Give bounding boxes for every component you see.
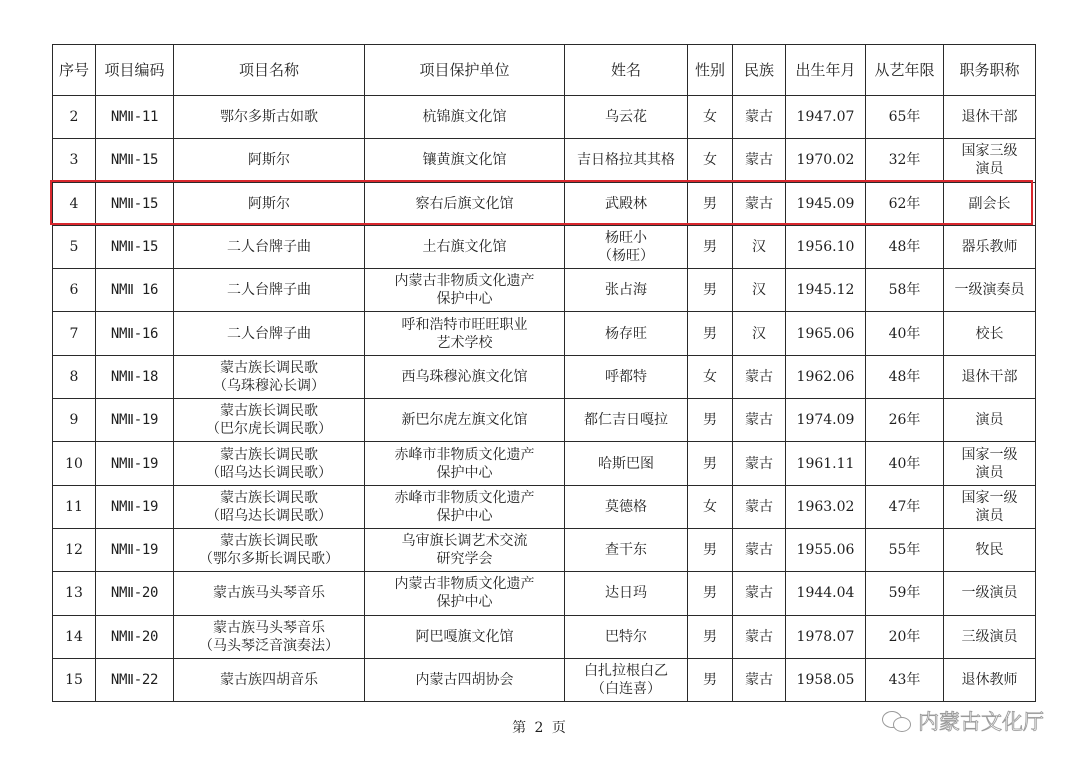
project-name-cell-line: 二人台牌子曲 [227,239,311,256]
person-name-cell-line: 武殿林 [605,195,647,212]
row-number-cell: 12 [53,528,96,571]
person-name-cell [565,225,688,268]
protection-unit-cell [365,355,565,398]
table-header-row [53,45,1036,96]
person-name-cell-line: （白连喜） [591,681,661,697]
watermark [882,706,1044,736]
protection-unit-cell-line: 保护中心 [436,291,493,308]
row-number-cell: 9 [53,399,96,442]
birth-date-cell: 1945.12 [786,269,866,312]
career-years-cell: 48年 [866,355,944,398]
job-title-cell-line: 退休干部 [961,109,1018,126]
project-code-cell: NMⅡ-20 [96,615,174,658]
project-name-cell [174,269,365,312]
gender-cell: 男 [688,312,733,355]
project-name-cell [174,485,365,528]
project-name-cell-line: （巴尔虎长调民歌） [206,421,332,438]
birth-date-cell: 1965.06 [786,312,866,355]
protection-unit-cell-line: 新巴尔虎左旗文化馆 [401,412,528,429]
protection-unit-cell [365,528,565,571]
person-name-cell-line: （杨旺） [598,248,654,265]
job-title-cell-line: 国家一级 [961,489,1018,506]
project-code-cell: NMⅡ-19 [96,399,174,442]
gender-cell: 男 [688,182,733,225]
ethnicity-cell: 蒙古 [733,485,786,528]
header-cell: 出生年月 [786,45,866,96]
gender-cell: 女 [688,96,733,139]
project-code-cell: NMⅡ-18 [96,355,174,398]
wechat-icon [882,709,912,733]
career-years-cell: 32年 [866,139,944,182]
protection-unit-cell [365,615,565,658]
row-number-cell: 10 [53,442,96,485]
header-cell: 性别 [688,45,733,96]
birth-date-cell: 1944.04 [786,572,866,615]
person-name-cell-line: 张占海 [605,282,647,299]
protection-unit-cell-line: 西乌珠穆沁旗文化馆 [401,368,528,385]
person-name-cell-line: 吉日格拉其其格 [577,152,675,169]
table-row [53,615,1036,658]
job-title-cell [944,658,1036,701]
ethnicity-cell: 蒙古 [733,355,786,398]
job-title-cell [944,572,1036,615]
career-years-cell: 62年 [866,182,944,225]
career-years-cell: 40年 [866,442,944,485]
person-name-cell-line: 杨存旺 [605,325,647,342]
career-years-cell: 40年 [866,312,944,355]
table-row [53,139,1036,182]
job-title-cell-line: 演员 [975,161,1004,178]
table-row [53,572,1036,615]
career-years-cell: 47年 [866,485,944,528]
header-cell: 项目编码 [96,45,174,96]
project-name-cell [174,139,365,182]
table-row [53,528,1036,571]
project-name-cell [174,355,365,398]
birth-date-cell: 1958.05 [786,658,866,701]
project-name-cell-line: 蒙古族长调民歌 [220,359,318,376]
person-name-cell-line: 白扎拉根白乙 [584,663,668,679]
job-title-cell [944,615,1036,658]
project-name-cell-line: 蒙古族长调民歌 [220,533,318,550]
table-row [53,269,1036,312]
project-name-cell-line: 蒙古族四胡音乐 [220,672,318,688]
table-row [53,96,1036,139]
project-name-cell-line: （马头琴泛音演奏法） [199,637,339,654]
project-name-cell-line: 蒙古族长调民歌 [220,403,318,420]
row-number-cell: 5 [53,225,96,268]
project-name-cell-line: 阿斯尔 [248,152,290,169]
row-number-cell: 2 [53,96,96,139]
gender-cell: 男 [688,399,733,442]
protection-unit-cell-line: 呼和浩特市旺旺职业 [401,316,528,333]
table-row [53,312,1036,355]
person-name-cell [565,399,688,442]
row-number-cell: 7 [53,312,96,355]
row-number-cell: 11 [53,485,96,528]
job-title-cell [944,399,1036,442]
job-title-cell [944,312,1036,355]
gender-cell: 女 [688,485,733,528]
job-title-cell [944,269,1036,312]
project-name-cell [174,572,365,615]
job-title-cell-line: 国家一级 [961,446,1018,463]
project-name-cell-line: （昭乌达长调民歌） [206,464,332,481]
protection-unit-cell-line: 镶黄旗文化馆 [422,152,507,169]
project-code-cell: NMⅡ-19 [96,485,174,528]
person-name-cell [565,182,688,225]
career-years-cell: 20年 [866,615,944,658]
row-number-cell: 4 [53,182,96,225]
person-name-cell [565,658,688,701]
ethnicity-cell: 蒙古 [733,182,786,225]
person-name-cell-line: 都仁吉日嘎拉 [584,412,668,429]
protection-unit-cell-line: 保护中心 [436,507,493,524]
birth-date-cell: 1945.09 [786,182,866,225]
job-title-cell [944,355,1036,398]
project-code-cell: NMⅡ-15 [96,182,174,225]
header-cell: 项目保护单位 [365,45,565,96]
protection-unit-cell-line: 内蒙古非物质文化遗产 [394,576,535,593]
table-row [53,399,1036,442]
career-years-cell: 26年 [866,399,944,442]
birth-date-cell: 1974.09 [786,399,866,442]
project-code-cell: NMⅡ-20 [96,572,174,615]
ethnicity-cell: 汉 [733,225,786,268]
person-name-cell [565,615,688,658]
project-name-cell [174,182,365,225]
ethnicity-cell: 蒙古 [733,139,786,182]
ethnicity-cell: 蒙古 [733,572,786,615]
job-title-cell-line: 三级演员 [961,628,1018,645]
project-name-cell-line: 蒙古族马头琴音乐 [213,619,325,636]
project-name-cell-line: 蒙古族长调民歌 [220,446,318,463]
job-title-cell [944,182,1036,225]
gender-cell: 女 [688,355,733,398]
job-title-cell-line: 器乐教师 [961,239,1018,256]
protection-unit-cell-line: 保护中心 [436,594,493,611]
project-code-cell: NMⅡ-22 [96,658,174,701]
project-name-cell [174,312,365,355]
career-years-cell: 55年 [866,528,944,571]
row-number-cell: 14 [53,615,96,658]
project-name-cell [174,658,365,701]
job-title-cell-line: 演员 [975,464,1004,481]
protection-unit-cell-line: 阿巴嘎旗文化馆 [415,628,514,645]
table-row [53,485,1036,528]
protection-unit-cell [365,139,565,182]
gender-cell: 男 [688,269,733,312]
protection-unit-cell-line: 赤峰市非物质文化遗产 [394,489,535,506]
person-name-cell-line: 乌云花 [605,109,647,126]
job-title-cell-line: 退休教师 [961,672,1018,688]
project-code-cell: NMⅡ-16 [96,312,174,355]
person-name-cell-line: 查干东 [605,542,647,559]
birth-date-cell: 1955.06 [786,528,866,571]
ethnicity-cell: 汉 [733,269,786,312]
ethnicity-cell: 蒙古 [733,399,786,442]
gender-cell: 男 [688,528,733,571]
person-name-cell [565,442,688,485]
job-title-cell-line: 校长 [975,325,1004,342]
birth-date-cell: 1956.10 [786,225,866,268]
birth-date-cell: 1978.07 [786,615,866,658]
job-title-cell-line: 国家三级 [961,143,1018,160]
project-name-cell-line: 蒙古族马头琴音乐 [213,585,325,602]
project-name-cell-line: 二人台牌子曲 [227,325,311,342]
protection-unit-cell-line: 察右后旗文化馆 [415,195,514,212]
birth-date-cell: 1961.11 [786,442,866,485]
job-title-cell-line: 一级演奏员 [954,282,1025,299]
protection-unit-cell-line: 土右旗文化馆 [422,239,507,256]
protection-unit-cell-line: 保护中心 [436,464,493,481]
protection-unit-cell [365,399,565,442]
row-number-cell: 13 [53,572,96,615]
project-name-cell [174,442,365,485]
project-name-cell [174,399,365,442]
job-title-cell-line: 演员 [975,507,1004,524]
person-name-cell [565,355,688,398]
project-code-cell: NMⅡ-15 [96,225,174,268]
table-row [53,355,1036,398]
ethnicity-cell: 蒙古 [733,658,786,701]
project-name-cell-line: 二人台牌子曲 [227,282,311,299]
birth-date-cell: 1970.02 [786,139,866,182]
protection-unit-cell [365,269,565,312]
row-number-cell: 8 [53,355,96,398]
project-name-cell-line: 鄂尔多斯古如歌 [220,109,318,126]
project-code-cell: NMⅡ-19 [96,442,174,485]
person-name-cell-line: 呼都特 [605,368,647,385]
birth-date-cell: 1963.02 [786,485,866,528]
project-name-cell [174,225,365,268]
row-number-cell: 15 [53,658,96,701]
person-name-cell-line: 莫德格 [605,498,647,515]
career-years-cell: 65年 [866,96,944,139]
person-name-cell-line: 杨旺小 [605,230,647,247]
job-title-cell-line: 演员 [975,412,1004,429]
job-title-cell-line: 牧民 [975,542,1004,559]
project-name-cell-line: 蒙古族长调民歌 [220,489,318,506]
table-row [53,658,1036,701]
header-cell: 职务职称 [944,45,1036,96]
person-name-cell [565,96,688,139]
inheritor-table [52,44,1036,702]
protection-unit-cell [365,572,565,615]
header-cell: 从艺年限 [866,45,944,96]
person-name-cell-line: 巴特尔 [605,628,647,645]
project-code-cell: NMⅡ-19 [96,528,174,571]
protection-unit-cell [365,658,565,701]
gender-cell: 男 [688,572,733,615]
project-code-cell: NMⅡ-11 [96,96,174,139]
header-cell: 姓名 [565,45,688,96]
person-name-cell [565,139,688,182]
header-cell: 序号 [53,45,96,96]
protection-unit-cell [365,225,565,268]
job-title-cell-line: 一级演员 [961,585,1018,602]
project-code-cell: NMⅡ-15 [96,139,174,182]
protection-unit-cell-line: 内蒙古非物质文化遗产 [394,273,535,290]
gender-cell: 男 [688,442,733,485]
job-title-cell [944,528,1036,571]
row-number-cell: 6 [53,269,96,312]
protection-unit-cell [365,485,565,528]
project-name-cell-line: 阿斯尔 [248,195,290,212]
birth-date-cell: 1962.06 [786,355,866,398]
person-name-cell [565,312,688,355]
project-name-cell [174,615,365,658]
gender-cell: 男 [688,658,733,701]
job-title-cell [944,442,1036,485]
project-name-cell-line: （鄂尔多斯长调民歌） [199,551,339,568]
protection-unit-cell-line: 内蒙古四胡协会 [415,672,514,688]
header-cell: 项目名称 [174,45,365,96]
protection-unit-cell-line: 赤峰市非物质文化遗产 [394,446,535,463]
career-years-cell: 43年 [866,658,944,701]
ethnicity-cell: 蒙古 [733,442,786,485]
protection-unit-cell-line: 杭锦旗文化馆 [422,109,507,126]
job-title-cell [944,139,1036,182]
project-name-cell [174,528,365,571]
ethnicity-cell: 汉 [733,312,786,355]
protection-unit-cell [365,182,565,225]
protection-unit-cell [365,442,565,485]
gender-cell: 男 [688,225,733,268]
watermark-text: 内蒙古文化厅 [918,710,1044,734]
ethnicity-cell: 蒙古 [733,528,786,571]
table-row [53,442,1036,485]
birth-date-cell: 1947.07 [786,96,866,139]
protection-unit-cell [365,96,565,139]
protection-unit-cell-line: 研究学会 [436,551,493,568]
person-name-cell-line: 哈斯巴图 [598,455,654,472]
header-cell: 民族 [733,45,786,96]
person-name-cell [565,528,688,571]
person-name-cell [565,269,688,312]
person-name-cell-line: 达日玛 [605,585,647,602]
career-years-cell: 48年 [866,225,944,268]
person-name-cell [565,485,688,528]
ethnicity-cell: 蒙古 [733,96,786,139]
gender-cell: 女 [688,139,733,182]
job-title-cell-line: 退休干部 [961,368,1018,385]
project-code-cell: NMⅡ 16 [96,269,174,312]
table-row [53,182,1036,225]
project-name-cell [174,96,365,139]
person-name-cell [565,572,688,615]
career-years-cell: 58年 [866,269,944,312]
gender-cell: 男 [688,615,733,658]
job-title-cell [944,96,1036,139]
protection-unit-cell-line: 乌审旗长调艺术交流 [401,533,528,550]
project-name-cell-line: （乌珠穆沁长调） [213,377,325,394]
career-years-cell: 59年 [866,572,944,615]
job-title-cell [944,485,1036,528]
protection-unit-cell-line: 艺术学校 [436,334,493,351]
table-row [53,225,1036,268]
project-name-cell-line: （昭乌达长调民歌） [206,507,332,524]
row-number-cell: 3 [53,139,96,182]
job-title-cell [944,225,1036,268]
ethnicity-cell: 蒙古 [733,615,786,658]
page-number: 第 2 页 [512,720,568,736]
job-title-cell-line: 副会长 [968,195,1011,212]
protection-unit-cell [365,312,565,355]
